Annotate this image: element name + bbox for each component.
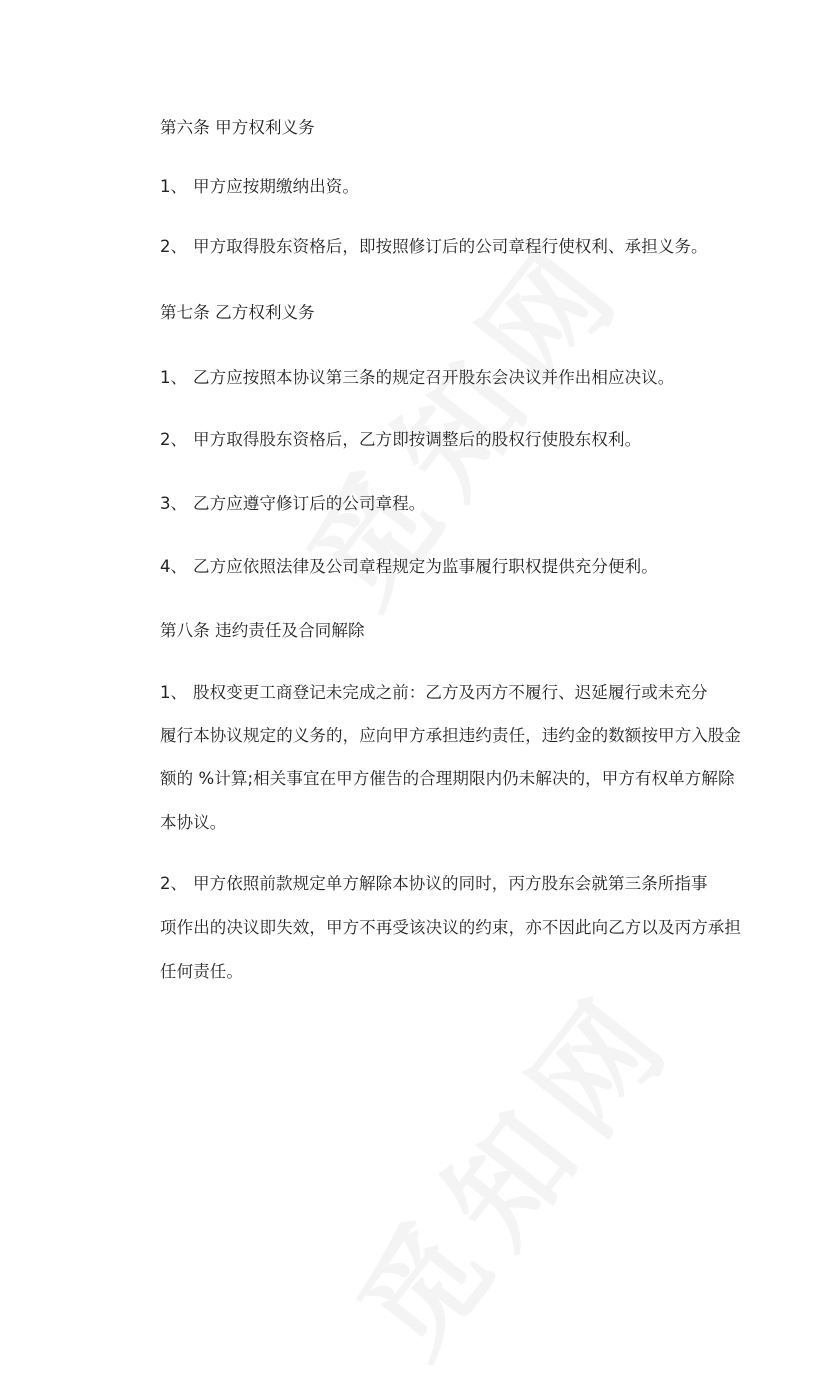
article-8-heading: 第八条 违约责任及合同解除: [160, 621, 365, 640]
item-number: 2、: [160, 237, 187, 256]
item-number: 2、: [160, 430, 187, 449]
item-number: 3、: [160, 494, 187, 513]
item-number: 1、: [160, 368, 187, 387]
article-7-item-4: 乙方应依照法律及公司章程规定为监事履行职权提供充分便利。: [193, 557, 658, 576]
item-number: 4、: [160, 557, 187, 576]
article-6-heading: 第六条 甲方权利义务: [160, 118, 315, 137]
watermark: [313, 948, 707, 1384]
article-8-p1-line: 股权变更工商登记未完成之前：乙方及丙方不履行、迟延履行或未充分: [193, 683, 708, 702]
item-number: 1、: [160, 177, 187, 196]
article-7-item-1: 乙方应按照本协议第三条的规定召开股东会决议并作出相应决议。: [193, 368, 675, 387]
article-7-heading: 第七条 乙方权利义务: [160, 303, 315, 322]
article-8-p2-line: 任何责任。: [160, 962, 243, 981]
article-8-p1-line: 本协议。: [160, 813, 227, 832]
article-8-p2-line: 项作出的决议即失效，甲方不再受该决议的约束，亦不因此向乙方以及丙方承担: [160, 918, 741, 937]
item-number: 1、: [160, 683, 187, 702]
article-7-item-3: 乙方应遵守修订后的公司章程。: [193, 494, 426, 513]
article-8-p1-line: 额的 %计算;相关事宜在甲方催告的合理期限内仍未解决的，甲方有权单方解除: [160, 769, 735, 788]
item-number: 2、: [160, 874, 187, 893]
article-8-p2-line: 甲方依照前款规定单方解除本协议的同时，丙方股东会就第三条所指事: [193, 874, 708, 893]
article-6-item-1: 甲方应按期缴纳出资。: [193, 177, 359, 196]
article-8-p1-line: 履行本协议规定的义务的，应向甲方承担违约责任，违约金的数额按甲方入股金: [160, 726, 741, 745]
article-7-item-2: 甲方取得股东资格后，乙方即按调整后的股权行使股东权利。: [193, 430, 642, 449]
article-6-item-2: 甲方取得股东资格后，即按照修订后的公司章程行使权利、承担义务。: [193, 237, 708, 256]
